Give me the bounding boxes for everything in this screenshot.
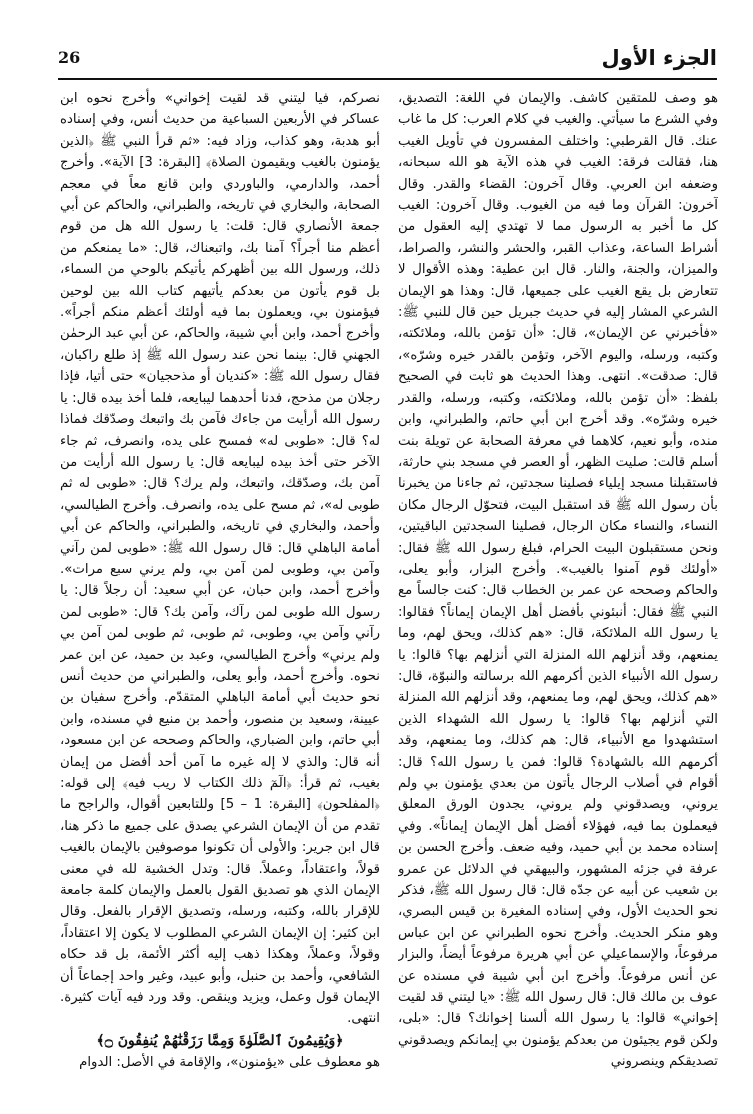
header-divider	[58, 78, 717, 80]
right-column-text: هو وصف للمتقين كاشف. والإيمان في اللغة: التصديق، وفي الشرع ما سيأتي. والغيب في كلام العرب: كل ما غاب عنك. قال القرطبي: واختلف المفسرون في تأويل الغيب هنا، فقالت فرقة: الغيب في هذه الآية هو الله سبحانه، وضعفه ابن العربي. وقال آخرون: القضاء والقدر. وقال آخرون: القرآن وما فيه من الغيوب. وقال آخرون: الغيب كل ما أخبر به الرسول مما لا تهتدي إليه العقول من أشراط الساعة، وعذاب القبر، والحشر والنشر، والصراط، والميزان، والجنة، والنار. قال ابن عطية: وهذه الأقوال لا تتعارض بل يقع الغيب على جميعها، قال: وهذا هو الإيمان الشرعي المشار إليه في حديث جبريل حين قال للنبي ﷺ: «فأخبرني عن الإيمان»، قال: «أن تؤمن بالله، وملائكته، وكتبه، ورسله، واليوم الآخر، وتؤمن بالقدر خيره وشرّه»، قال: صدقت». انتهى. وهذا الحديث هو ثابت في الصحيح بلفظ: «أن تؤمن بالله، وملائكته، وكتبه، ورسله، والقدر خيره وشرّه». وقد أخرج ابن أبي حاتم، والطبراني، وابن منده، وأبو نعيم، كلاهما في معرفة الصحابة عن تويلة بنت أسلم قالت: صليت الظهر، أو العصر في مسجد بني حارثة، فاستقبلنا مسجد إيلياء فصلينا سجدتين، ثم جاءنا من يخبرنا بأن رسول الله ﷺ قد استقبل البيت، فتحوّل الرجال مكان النساء، والنساء مكان الرجال، فصلينا السجدتين الباقيتين، ونحن مستقبلون البيت الحرام، فبلغ رسول الله ﷺ فقال: «أولئك قوم آمنوا بالغيب». وأخرج البزار، وأبو يعلى، والحاكم وصححه عن عمر بن الخطاب قال: كنت جالساً مع النبي ﷺ فقال: أنبئوني بأفضل أهل الإيمان إيماناً؟ فقالوا: يا رسول الله الملائكة، قال: «هم كذلك، ويحق لهم، وما يمنعهم، وقد أنزلهم الله المنزلة التي أنزلهم بها؟ قالوا: يا رسول الله الأنبياء الذين أكرمهم الله برسالته والنبوّة، قال: «هم كذلك، ويحق لهم، وما يمنعهم، وقد أنزلهم الله المنزلة التي أنزلهم بها؟ قالوا: يا رسول الله الشهداء الذين استشهدوا مع الأنبياء، قال: هم كذلك، وما يمنعهم، وقد أكرمهم الله بالشهادة؟ قالوا: فمن يا رسول الله؟ قال: أقوام في أصلاب الرجال يأتون من بعدي يؤمنون بي ولم يروني، ويصدقوني ولم يروني، يجدون الورق المعلق فيعملون بما فيه، فهؤلاء أفضل أهل الإيمان إيماناً». وفي إسناده محمد بن أبي حميد، وفيه ضعف. وأخرج الحسن بن عرفة في جزئه المشهور، والبيهقي في الدلائل عن عمرو بن شعيب عن أبيه عن جدّه قال: قال رسول الله ﷺ، فذكر نحو الحديث الأول، وفي إسناده المغيرة بن قيس البصري، وهو منكر الحديث. وأخرج نحوه الطبراني عن ابن عباس مرفوعاً، والإسماعيلي عن أبي هريرة مرفوعاً أيضاً، والبزار عن أنس مرفوعاً. وأخرج ابن أبي شيبة في مسنده عن عوف بن مالك قال: قال رسول الله ﷺ: «يا ليتني قد لقيت إخواني» قالوا: يا رسول الله ألسنا إخوانك؟ قال: «بلى، ولكن قوم يجيئون من بعدكم يؤمنون بي إيمانكم ويصدقوني تصديقكم وينصروني	[398, 91, 718, 1070]
left-column-text: نصركم، فيا ليتني قد لقيت إخواني» وأخرج نحوه ابن عساكر في الأربعين السباعية من حديث أنس، وفي إسناده أبو هدبة، وهو كذاب، وزاد فيه: «ثم قرأ النبي ﷺ ﴿الذين يؤمنون بالغيب ويقيمون الصلاة﴾ [البقرة: 3] الآية». وأخرج أحمد، والدارمي، والباوردي وابن قانع معاً في معجم الصحابة، والبخاري في تاريخه، والطبراني، والحاكم عن أبي جمعة الأنصاري قال: قلت: يا رسول الله هل من قوم أعظم منا أجراً؟ آمنا بك، واتبعناك، قال: «ما يمنعكم من ذلك، ورسول الله بين أظهركم يأتيكم بالوحي من السماء، بل قوم يأتون من بعدكم يأتيهم كتاب الله بين لوحين فيؤمنون بي، ويعملون بما فيه أولئك أعظم منكم أجراً». وأخرج أحمد، وابن أبي شيبة، والحاكم، عن أبي عبد الرحمٰن الجهني قال: بينما نحن عند رسول الله ﷺ إذ طلع راكبان، فقال رسول الله ﷺ: «كنديان أو مذحجيان» حتى أتيا، فإذا رجلان من مذحج، فدنا أحدهما ليبايعه، فلما أخذ بيده قال: يا رسول الله أرأيت من جاءك فآمن بك واتبعك وصدّقك فماذا له؟ قال: «طوبى له» فمسح على يده، وانصرف، ثم جاء الآخر حتى أخذ بيده ليبايعه قال: يا رسول الله أرأيت من آمن بك، وصدّقك، واتبعك، ولم يرك؟ قال: «طوبى له ثم طوبى له»، ثم مسح على يده، وانصرف. وأخرج الطيالسي، وأحمد، والبخاري في تاريخه، والطبراني، والحاكم عن أبي أمامة الباهلي قال: قال رسول الله ﷺ: «طوبى لمن رآني وآمن بي، وطوبى لمن آمن بي، ولم يرني سبع مرات». وأخرج أحمد، وابن حبان، عن أبي سعيد: أن رجلاً قال: يا رسول الله طوبى لمن رآك، وآمن بك؟ قال: «طوبى لمن رآني وآمن بي، وطوبى، ثم طوبى، ثم طوبى لمن آمن بي ولم يرني» وأخرج الطيالسي، وعبد بن حميد، عن ابن عمر نحوه. وأخرج أحمد، وأبو يعلى، والطبراني من حديث أنس نحو حديث أبي أمامة الباهلي المتقدّم. وأخرج سفيان بن عيينة، وسعيد بن منصور، وأحمد بن منيع في مسنده، وابن أبي حاتم، وابن الضباري، والحاكم وصححه عن ابن مسعود، أنه قال: والذي لا إله غيره ما آمن أحد أفضل من إيمان بغيب، ثم قرأ: ﴿الٓمٓ ذلك الكتاب لا ريب فيه﴾ إلى قوله: ﴿المفلحون﴾ [البقرة: 1 – 5] وللتابعين أقوال، والراجح ما تقدم من أن الإيمان الشرعي يصدق على جميع ما ذكر هنا، قال ابن جرير: والأولى أن تكونوا موصوفين بالإيمان بالغيب قولاً، واعتقاداً، وعملاً. قال: وتدل الخشية لله في معنى الإيمان الذي هو تصديق القول بالعمل والإيمان كلمة جامعة للإقرار بالله، وكتبه، ورسله، وتصديق الإقرار بالفعل. وقال ابن كثير: إن الإيمان الشرعي المطلوب لا يكون إلا اعتقاداً، وقولاً، وعملاً، وهكذا ذهب إليه أكثر الأئمة، بل قد حكاه الشافعي، وأحمد بن حنبل، وأبو عبيد، وغير واحد إجماعاً أن الإيمان قول وعمل، ويزيد وينقص. وقد ورد فيه آيات كثيرة. انتهى.	[60, 91, 380, 1027]
left-column	[60, 88, 380, 1084]
page-number: 26	[58, 48, 81, 67]
commentary-start: هو معطوف على «يؤمنون»، والإقامة في الأصل: الدوام	[79, 1054, 380, 1070]
quran-verse: ﴿وَيُقِيمُونَ ٱلصَّلَوٰةَ وَمِمَّا رَزَقْنَٰهُمْ يُنفِقُونَ ۝﴾	[96, 1032, 344, 1049]
running-title: الجزء الأول	[601, 46, 717, 70]
page-header	[58, 38, 717, 72]
right-column	[398, 88, 718, 1084]
